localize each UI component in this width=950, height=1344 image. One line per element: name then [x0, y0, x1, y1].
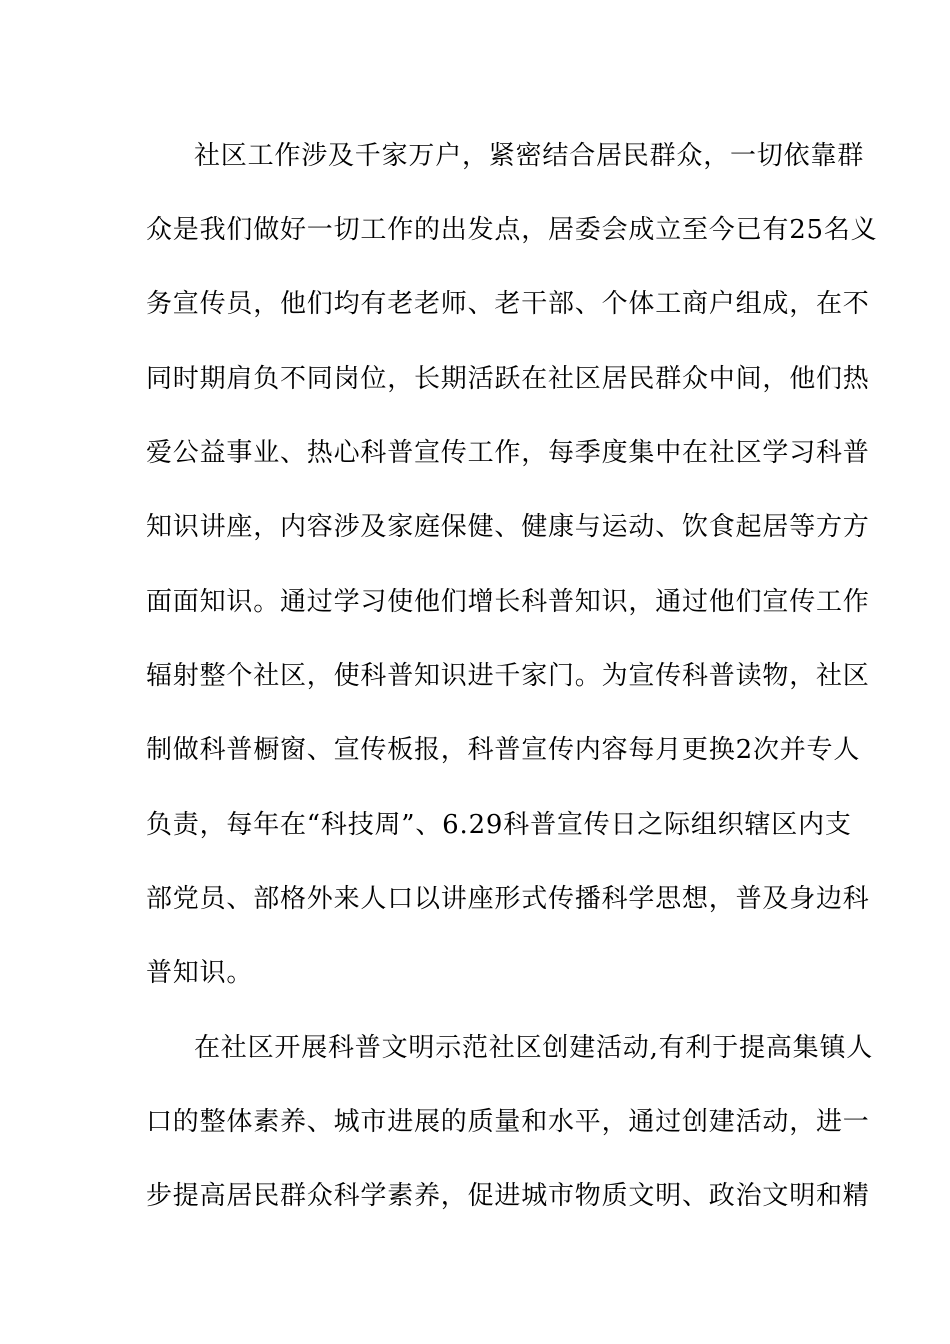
- paragraph-1-line-11: 部党员、部格外来人口以讲座形式传播科学思想，普及身边科: [146, 884, 870, 914]
- paragraph-1-line-6: 知识讲座，内容涉及家庭保健、健康与运动、饮食起居等方方: [146, 512, 870, 542]
- paragraph-1-line-1: 社区工作涉及千家万户，紧密结合居民群众，一切依靠群: [194, 141, 865, 171]
- paragraph-1-line-8: 辐射整个社区，使科普知识进千家门。为宣传科普读物，社区: [146, 661, 870, 691]
- paragraph-1-line-2: 众是我们做好一切工作的出发点，居委会成立至今已有25名义: [146, 215, 878, 245]
- paragraph-2-line-3: 步提高居民群众科学素养，促进城市物质文明、政治文明和精: [146, 1181, 870, 1211]
- paragraph-1-line-10: 负责，每年在“科技周”、6.29科普宣传日之际组织辖区内支: [146, 810, 852, 840]
- paragraph-1-line-12: 普知识。: [146, 958, 254, 988]
- paragraph-1-line-5: 爱公益事业、热心科普宣传工作，每季度集中在社区学习科普: [146, 438, 870, 468]
- paragraph-2-line-1: 在社区开展科普文明示范社区创建活动,有利于提高集镇人: [194, 1033, 874, 1063]
- paragraph-1-line-4: 同时期肩负不同岗位，长期活跃在社区居民群众中间，他们热: [146, 364, 870, 394]
- paragraph-1-line-3: 务宣传员，他们均有老老师、老干部、个体工商户组成，在不: [146, 289, 870, 319]
- paragraph-1-line-9: 制做科普橱窗、宣传板报，科普宣传内容每月更换2次并专人: [146, 735, 861, 765]
- paragraph-1-line-7: 面面知识。通过学习使他们增长科普知识，通过他们宣传工作: [146, 587, 870, 617]
- paragraph-2-line-2: 口的整体素养、城市进展的质量和水平，通过创建活动，进一: [146, 1107, 870, 1137]
